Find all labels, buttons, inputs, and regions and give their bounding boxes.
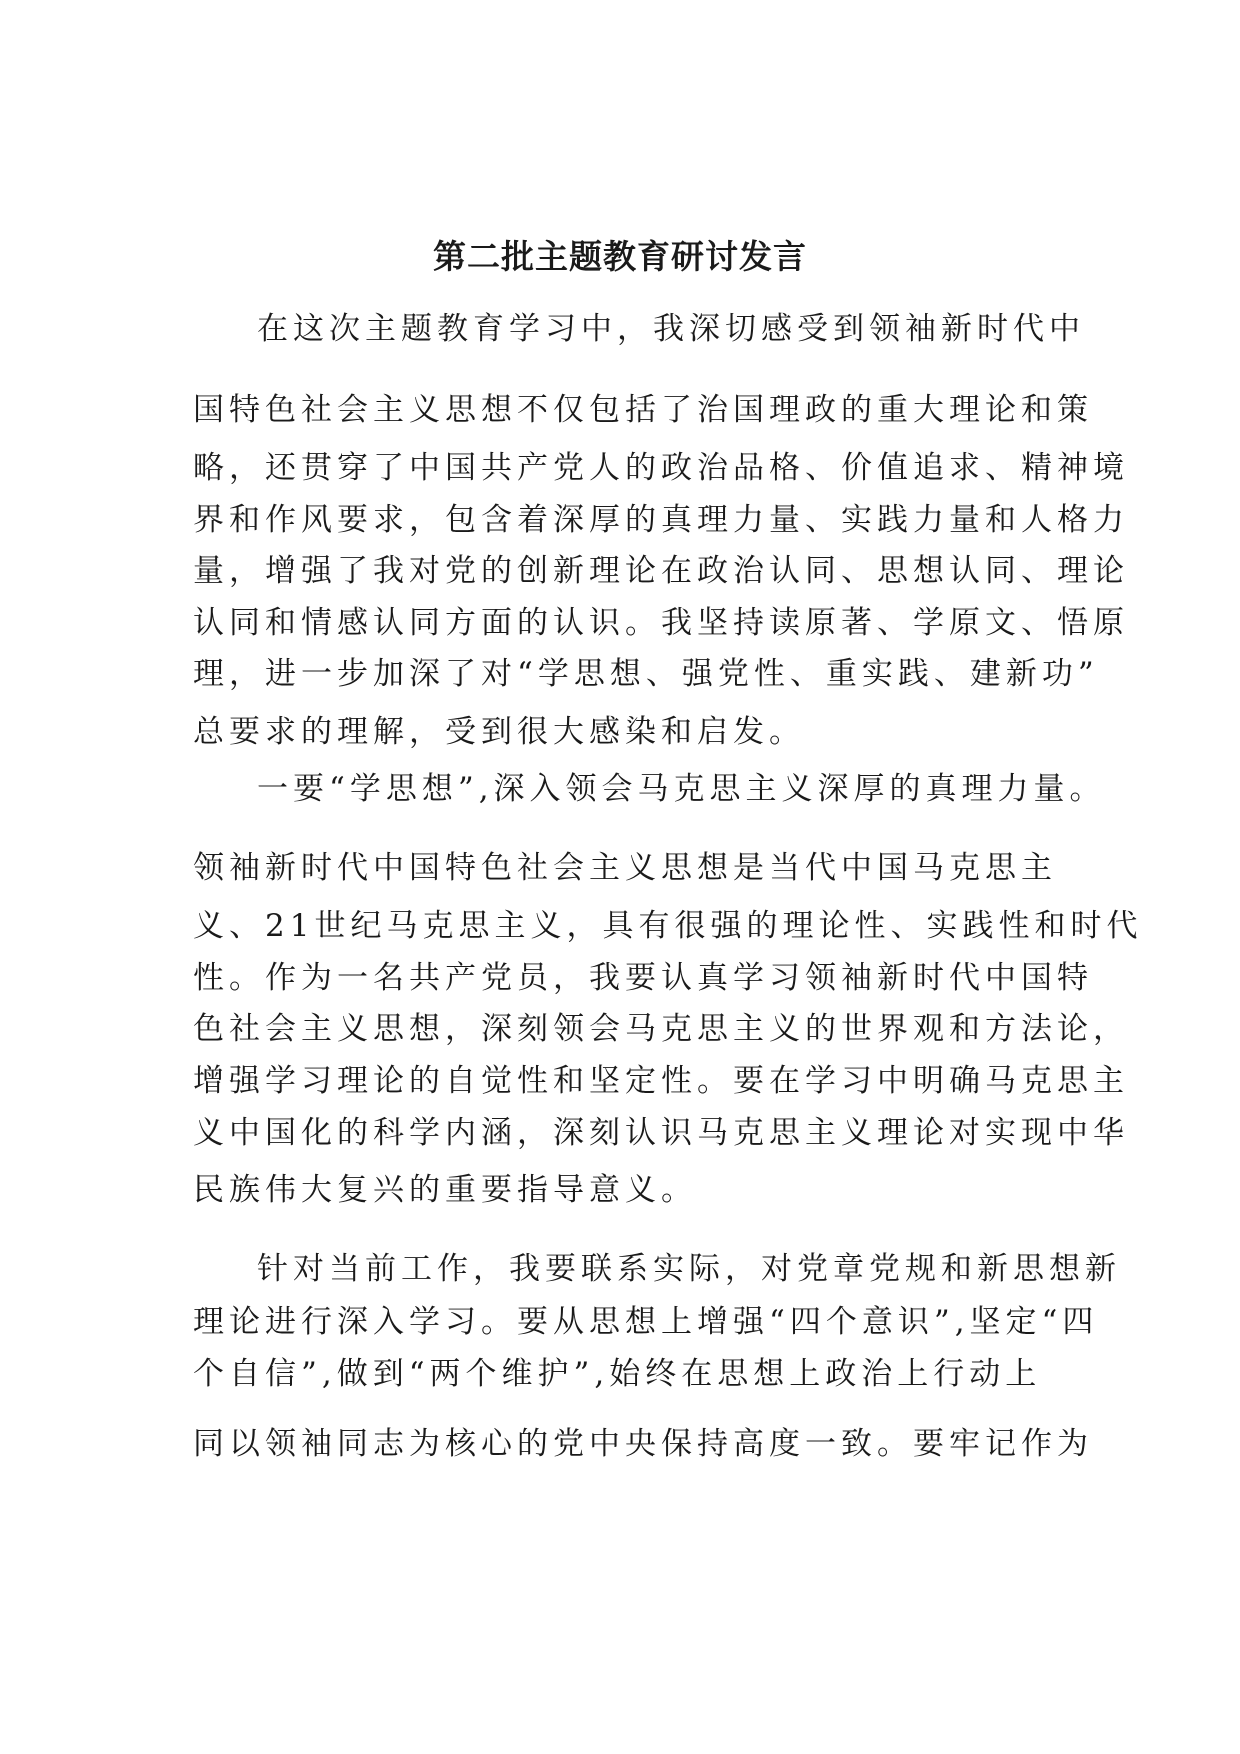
- paragraph-2-line-5: 色社会主义思想，深刻领会马克思主义的世界观和方法论，: [193, 1011, 1129, 1047]
- paragraph-1-line-2: 国特色社会主义思想不仅包括了治国理政的重大理论和策: [193, 392, 1093, 428]
- paragraph-3-line-1: 针对当前工作，我要联系实际，对党章党规和新思想新: [257, 1251, 1121, 1287]
- paragraph-1-line-5: 量，增强了我对党的创新理论在政治认同、思想认同、理论: [193, 553, 1129, 589]
- paragraph-3-line-4: 同以领袖同志为核心的党中央保持高度一致。要牢记作为: [193, 1426, 1093, 1462]
- paragraph-2-line-6: 增强学习理论的自觉性和坚定性。要在学习中明确马克思主: [193, 1063, 1129, 1099]
- document-title: 第二批主题教育研讨发言: [433, 237, 807, 276]
- paragraph-2-line-4: 性。作为一名共产党员，我要认真学习领袖新时代中国特: [193, 960, 1093, 996]
- paragraph-2-line-8: 民族伟大复兴的重要指导意义。: [193, 1172, 697, 1208]
- paragraph-1-line-8: 总要求的理解，受到很大感染和启发。: [193, 714, 805, 750]
- paragraph-1-line-6: 认同和情感认同方面的认识。我坚持读原著、学原文、悟原: [193, 605, 1129, 641]
- paragraph-3-line-3: 个自信”,做到“两个维护”,始终在思想上政治上行动上: [193, 1356, 1042, 1392]
- paragraph-1-line-1: 在这次主题教育学习中，我深切感受到领袖新时代中: [257, 311, 1085, 347]
- paragraph-1-line-7: 理，进一步加深了对“学思想、强党性、重实践、建新功”: [193, 656, 1099, 692]
- paragraph-2-line-2: 领袖新时代中国特色社会主义思想是当代中国马克思主: [193, 850, 1057, 886]
- paragraph-1-line-3: 略，还贯穿了中国共产党人的政治品格、价值追求、精神境: [193, 450, 1129, 486]
- paragraph-2-line-3: 义、21世纪马克思主义，具有很强的理论性、实践性和时代: [193, 908, 1143, 944]
- paragraph-2-line-7: 义中国化的科学内涵，深刻认识马克思主义理论对实现中华: [193, 1115, 1129, 1151]
- paragraph-2-line-1: 一要“学思想”,深入领会马克思主义深厚的真理力量。: [257, 771, 1106, 807]
- paragraph-3-line-2: 理论进行深入学习。要从思想上增强“四个意识”,坚定“四: [193, 1304, 1099, 1340]
- paragraph-1-line-4: 界和作风要求，包含着深厚的真理力量、实践力量和人格力: [193, 502, 1129, 538]
